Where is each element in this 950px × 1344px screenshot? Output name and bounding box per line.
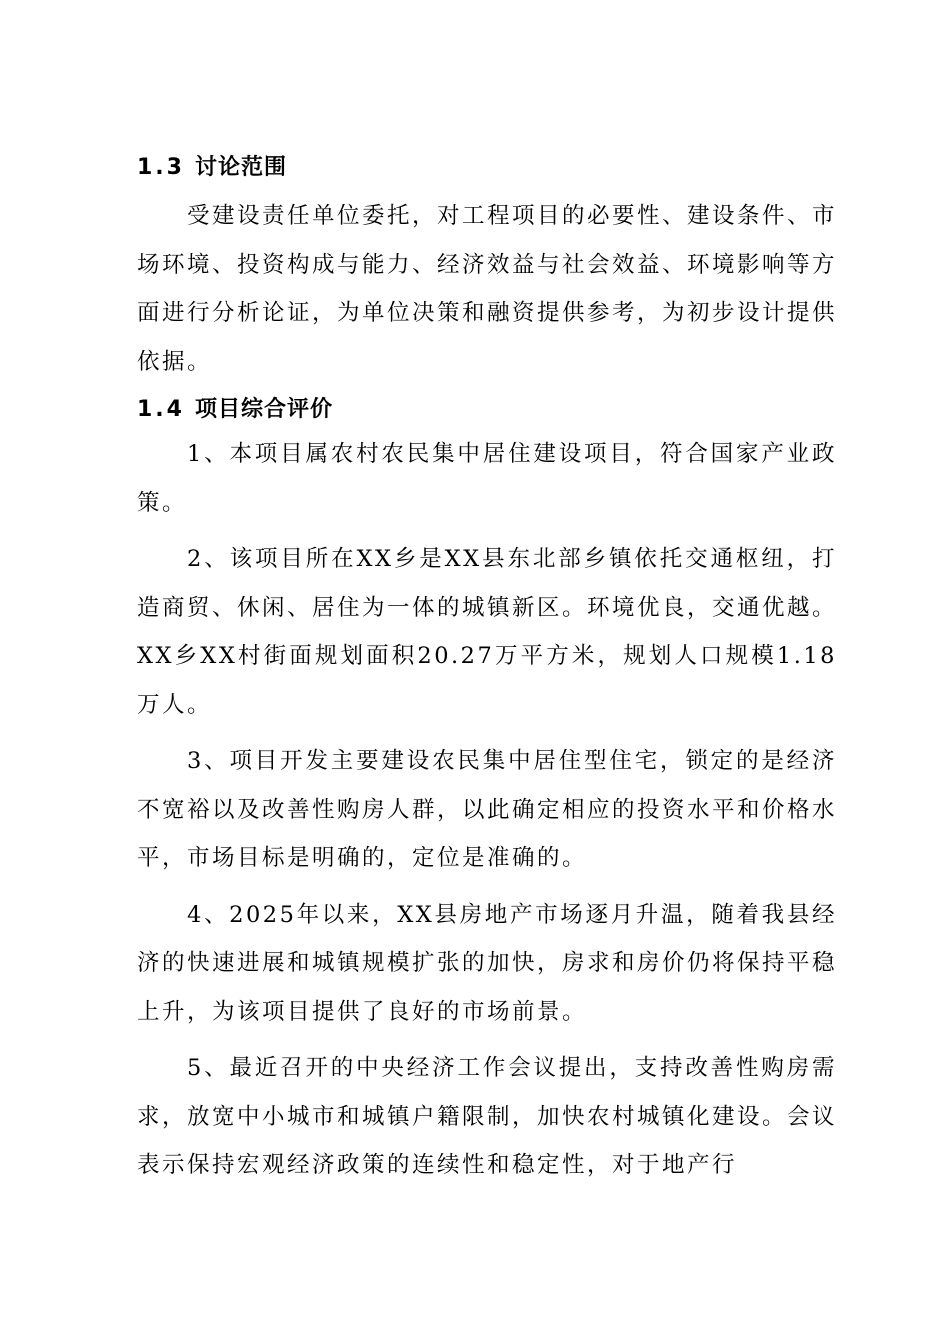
section-1-4-title: 项目综合评价	[194, 397, 333, 422]
evaluation-item-1: 1、本项目属农村农民集中居住建设项目，符合国家产业政策。	[137, 441, 837, 516]
section-1-3-heading	[137, 148, 837, 188]
evaluation-item-5: 5、最近召开的中央经济工作会议提出，支持改善性购房需求，放宽中小城市和城镇户籍限制，加快农村城镇化建设。会议表示保持宏观经济政策的连续性和稳定性，对于地产行	[137, 1055, 838, 1178]
evaluation-item-3: 3、项目开发主要建设农民集中居住型住宅，锁定的是经济不宽裕以及改善性购房人群，以此确定相应的投资水平和价格水平，市场目标是明确的，定位是准确的。	[137, 748, 838, 871]
evaluation-item-4: 4、2025年以来，XX县房地产市场逐月升温，随着我县经济的快速进展和城镇规模扩张的加快，房求和房价仍将保持平稳上升，为该项目提供了良好的市场前景。	[137, 901, 838, 1025]
section-1-4-number: 1.4	[137, 397, 185, 422]
section-1-4-heading	[137, 390, 837, 430]
section-1-3-paragraph: 受建设责任单位委托，对工程项目的必要性、建设条件、市场环境、投资构成与能力、经济效益与社会效益、环境影响等方面进行分析论证，为单位决策和融资提供参考，为初步设计提供依据。	[137, 203, 838, 375]
document-body	[137, 148, 837, 1198]
section-1-3-number: 1.3	[137, 155, 185, 180]
evaluation-item-2: 2、该项目所在XX乡是XX县东北部乡镇依托交通枢纽，打造商贸、休闲、居住为一体的城镇新区。环境优良，交通优越。XX乡XX村街面规划面积20.27万平方米，规划人口规模1.18万人。	[137, 546, 838, 718]
section-1-3-title: 讨论范围	[194, 155, 287, 180]
